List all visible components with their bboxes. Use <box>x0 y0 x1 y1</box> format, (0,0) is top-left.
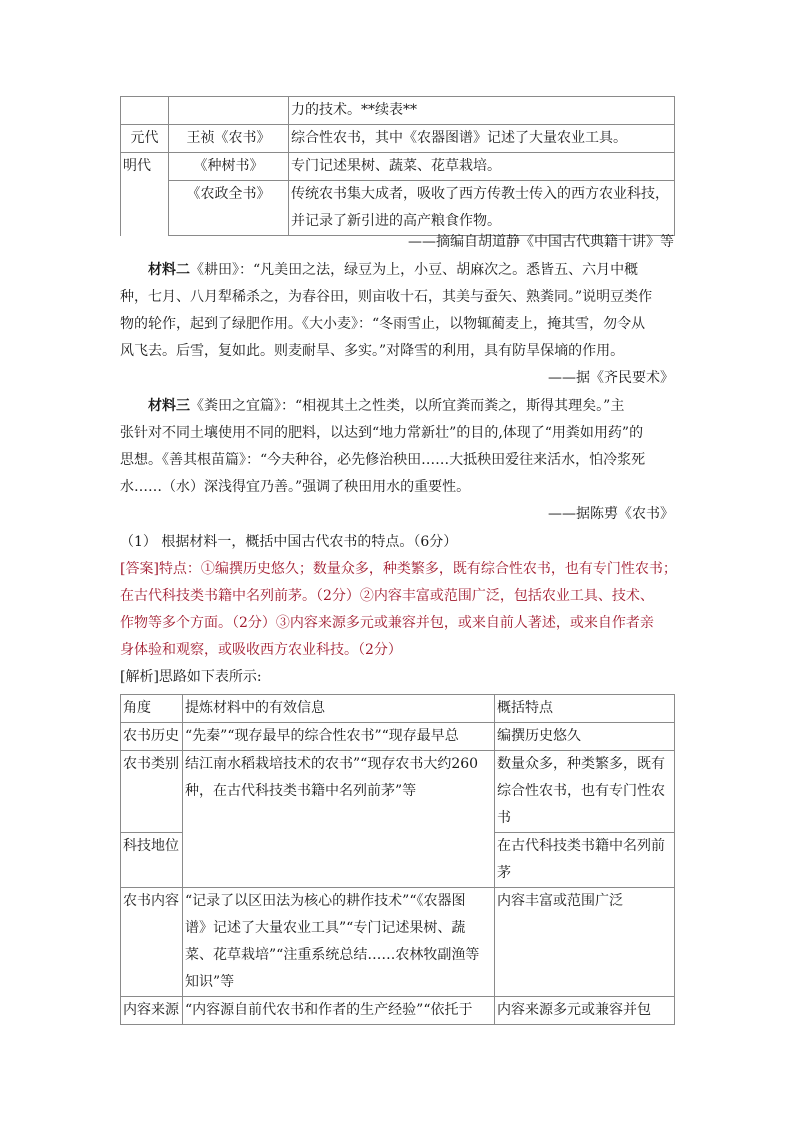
answer-line: 身体验和观察，或吸收西方农业科技。（2分） <box>120 642 402 658</box>
header-cell: 概括特点 <box>495 695 675 723</box>
book-cell: 王祯《农书》 <box>169 125 289 153</box>
book-cell: 《农政全书》 <box>169 181 289 236</box>
table-header-row <box>121 695 675 723</box>
material-paragraph-line: 物的轮作，起到了绿肥作用。《大小麦》：“冬雨雪止，以物辄蔺麦上，掩其雪，勿令从 <box>120 316 646 332</box>
source-citation: ——摘编自胡道静《中国古代典籍十讲》等 <box>408 234 674 250</box>
angle-cell: 内容来源 <box>121 997 183 1025</box>
desc-cell: 综合性农书，其中《农器图谱》记述了大量农业工具。 <box>289 125 675 153</box>
info-cell: 结江南水稻栽培技术的农书”“现存农书大约260 种，在古代科技类书籍中名列前茅”等 <box>183 751 495 888</box>
material-paragraph-line: 材料二《耕田》：“凡美田之法，绿豆为上，小豆、胡麻次之。悉皆五、六月中穊 <box>148 262 639 278</box>
answer-line: [答案]特点：①编撰历史悠久；数量众多，种类繁多，既有综合性农书，也有专门性农书； <box>120 561 677 577</box>
feature-cell: 在古代科技类书籍中名列前 茅 <box>495 833 675 888</box>
desc-cell: 力的技术。**续表** <box>289 97 675 125</box>
angle-cell: 农书内容 <box>121 888 183 997</box>
material-paragraph-line: 张针对不同土壤使用不同的肥料，以达到“地力常新壮”的目的,体现了“用粪如用药”的 <box>120 425 644 441</box>
feature-cell: 内容丰富或范围广泛 <box>495 888 675 997</box>
table-row <box>121 97 675 125</box>
angle-cell: 农书类别 <box>121 751 183 833</box>
desc-line: 传统农书集大成者，吸收了西方传教士传入的西方农业科技， <box>291 186 669 202</box>
analysis-table <box>120 694 675 1025</box>
dynasty-cell: 明代 <box>121 153 169 236</box>
table-row <box>121 888 675 997</box>
table-row <box>121 751 675 833</box>
info-cell: “先秦”“现存最早的综合性农书”“现存最早总 <box>183 723 495 751</box>
material-paragraph-line: 水……（水）深浅得宜乃善。”强调了秧田用水的重要性。 <box>120 479 471 495</box>
desc-cell <box>289 181 675 236</box>
feature-cell: 内容来源多元或兼容并包 <box>495 997 675 1025</box>
info-cell: “记录了以区田法为核心的耕作技术”“《农器图 谱》记述了大量农业工具”“专门记述果树、蔬 菜、花草栽培”“注重系统总结……农林牧副渔等 知识”等 <box>183 888 495 997</box>
analysis-intro: [解析]思路如下表所示: <box>120 669 262 685</box>
material-title: 材料三 <box>148 398 190 414</box>
book-cell: 《种树书》 <box>169 153 289 181</box>
material-paragraph-line: 风飞去。后雪，复如此。则麦耐旱、多实。”对降雪的利用，具有防旱保墒的作用。 <box>120 343 625 359</box>
dynasty-cell: 元代 <box>121 125 169 153</box>
answer-line: 作物等多个方面。（2分）③内容来源多元或兼容并包，或来自前人著述，或来自作者亲 <box>120 615 654 631</box>
table-row <box>121 125 675 153</box>
angle-cell: 农书历史 <box>121 723 183 751</box>
feature-cell: 编撰历史悠久 <box>495 723 675 751</box>
table-row <box>121 153 675 181</box>
header-cell: 提炼材料中的有效信息 <box>183 695 495 723</box>
angle-cell: 科技地位 <box>121 833 183 888</box>
desc-line: 并记录了新引进的高产粮食作物。 <box>291 213 501 229</box>
book-cell <box>169 97 289 125</box>
material-paragraph-line: 材料三《粪田之宜篇》：“相视其土之性类，以所宜粪而粪之，斯得其理矣。”主 <box>148 398 625 414</box>
header-cell: 角度 <box>121 695 183 723</box>
material-title: 材料二 <box>148 262 190 278</box>
agri-books-table <box>120 96 675 236</box>
info-cell: “内容源自前代农书和作者的生产经验”“依托于 <box>183 997 495 1025</box>
table-row <box>121 723 675 751</box>
feature-cell: 数量众多，种类繁多，既有 综合性农书，也有专门性农 书 <box>495 751 675 833</box>
material-paragraph-line: 种，七月、八月犁稀杀之，为春谷田，则亩收十石，其美与蚕矢、熟粪同。”说明豆类作 <box>120 289 653 305</box>
dynasty-cell <box>121 97 169 125</box>
table-row <box>121 997 675 1025</box>
table-row <box>121 181 675 236</box>
question-text: （1） 根据材料一，概括中国古代农书的特点。（6分） <box>120 534 458 550</box>
source-citation: ——据陈旉《农书》 <box>548 506 674 522</box>
desc-cell: 专门记述果树、蔬菜、花草栽培。 <box>289 153 675 181</box>
source-citation: ——据《齐民要术》 <box>548 370 674 386</box>
material-paragraph-line: 思想。《善其根苗篇》：“今夫种谷，必先修治秧田……大抵秧田爱往来活水，怕冷浆死 <box>120 452 646 468</box>
answer-line: 在古代科技类书籍中名列前茅。（2分）②内容丰富或范围广泛，包括农业工具、技术、 <box>120 588 654 604</box>
